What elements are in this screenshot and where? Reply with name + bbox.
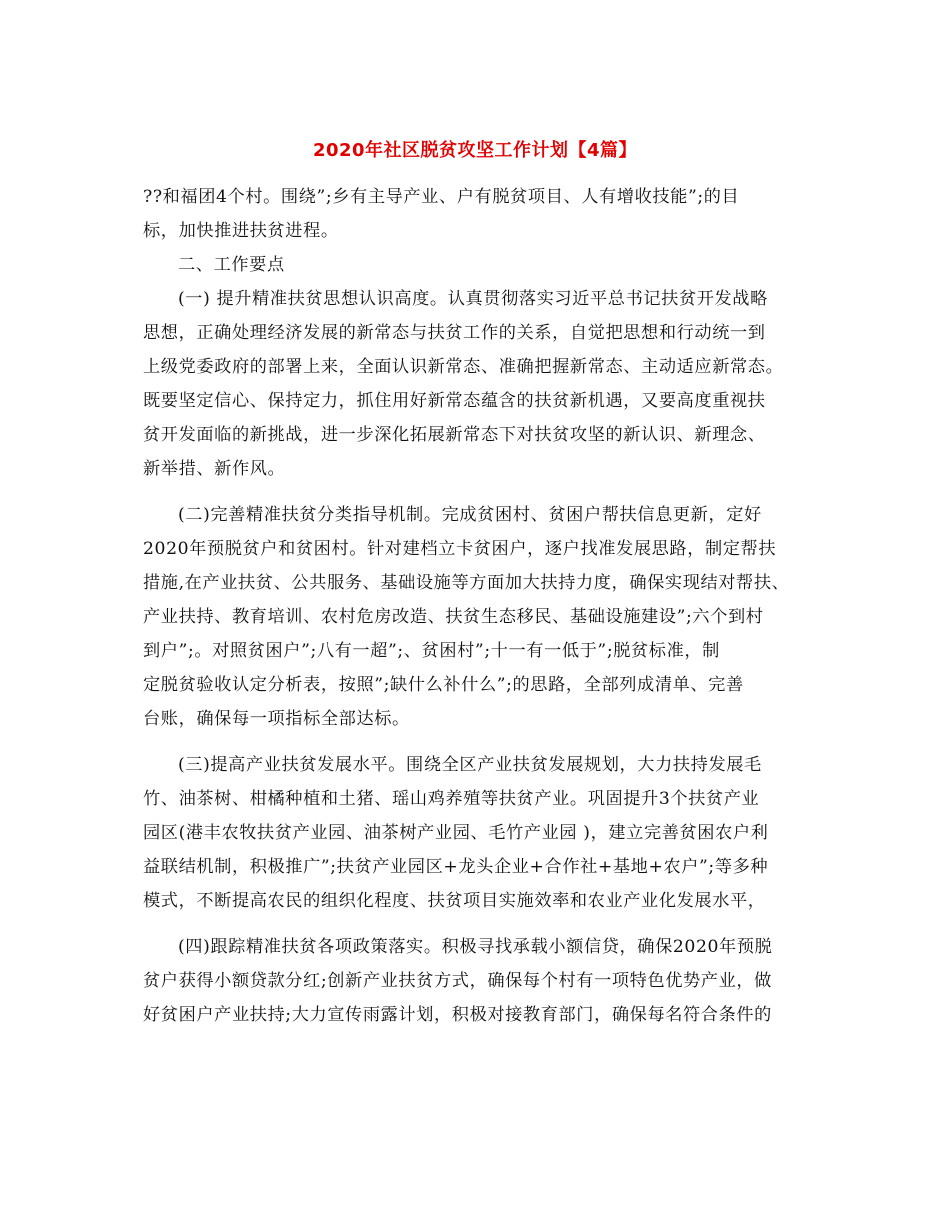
section-heading: 二、工作要点	[178, 255, 285, 275]
body-line: 定脱贫验收认定分析表，按照”;缺什么补什么”;的思路，全部列成清单、完善	[143, 675, 744, 695]
body-line: 到户”;。对照贫困户”;八有一超”;、贫困村”;十一有一低于”;脱贫标准，制	[143, 641, 720, 661]
body-line: (三)提高产业扶贫发展水平。围绕全区产业扶贫发展规划，大力扶持发展毛	[178, 755, 762, 775]
body-line: 竹、油茶树、柑橘种植和土猪、瑶山鸡养殖等扶贫产业。巩固提升3个扶贫产业	[143, 789, 760, 809]
body-line: 思想，正确处理经济发展的新常态与扶贫工作的关系，自觉把思想和行动统一到	[143, 323, 766, 343]
body-line: 标，加快推进扶贫进程。	[143, 221, 339, 241]
body-line: 2020年预脱贫户和贫困村。针对建档立卡贫困户，逐户找准发展思路，制定帮扶	[143, 539, 777, 559]
body-line: 新举措、新作风。	[143, 459, 286, 479]
body-line: 益联结机制，积极推广”;扶贫产业园区+龙头企业+合作社+基地+农户”;等多种	[143, 857, 769, 877]
body-line: (四)跟踪精准扶贫各项政策落实。积极寻找承载小额信贷，确保2020年预脱	[178, 937, 773, 957]
body-line: 模式，不断提高农民的组织化程度、扶贫项目实施效率和农业产业化发展水平，	[143, 891, 766, 911]
body-line: 措施,在产业扶贫、公共服务、基础设施等方面加大扶持力度，确保实现结对帮扶、	[143, 573, 790, 593]
body-line: 既要坚定信心、保持定力，抓住用好新常态蕴含的扶贫新机遇，又要高度重视扶	[143, 391, 766, 411]
body-line: 园区(港丰农牧扶贫产业园、油茶树产业园、毛竹产业园 )，建立完善贫困农户利	[143, 823, 769, 843]
body-line: 上级党委政府的部署上来，全面认识新常态、准确把握新常态、主动适应新常态。	[143, 357, 784, 377]
document-title: 2020年社区脱贫攻坚工作计划【4篇】	[312, 140, 638, 161]
body-line: (一) 提升精准扶贫思想认识高度。认真贯彻落实习近平总书记扶贫开发战略	[178, 289, 768, 309]
body-line: 产业扶持、教育培训、农村危房改造、扶贫生态移民、基础设施建设”;六个到村	[143, 607, 764, 627]
body-line: 好贫困户产业扶持;大力宣传雨露计划，积极对接教育部门，确保每名符合条件的	[143, 1005, 772, 1025]
body-line: (二)完善精准扶贫分类指导机制。完成贫困村、贫困户帮扶信息更新，定好	[178, 505, 762, 525]
body-line: 贫户获得小额贷款分红;创新产业扶贫方式，确保每个村有一项特色优势产业，做	[143, 971, 772, 991]
body-line: 贫开发面临的新挑战，进一步深化拓展新常态下对扶贫攻坚的新认识、新理念、	[143, 425, 766, 445]
body-line: ??和福团4个村。围绕”;乡有主导产业、户有脱贫项目、人有增收技能”;的目	[143, 187, 740, 207]
body-line: 台账，确保每一项指标全部达标。	[143, 709, 410, 729]
